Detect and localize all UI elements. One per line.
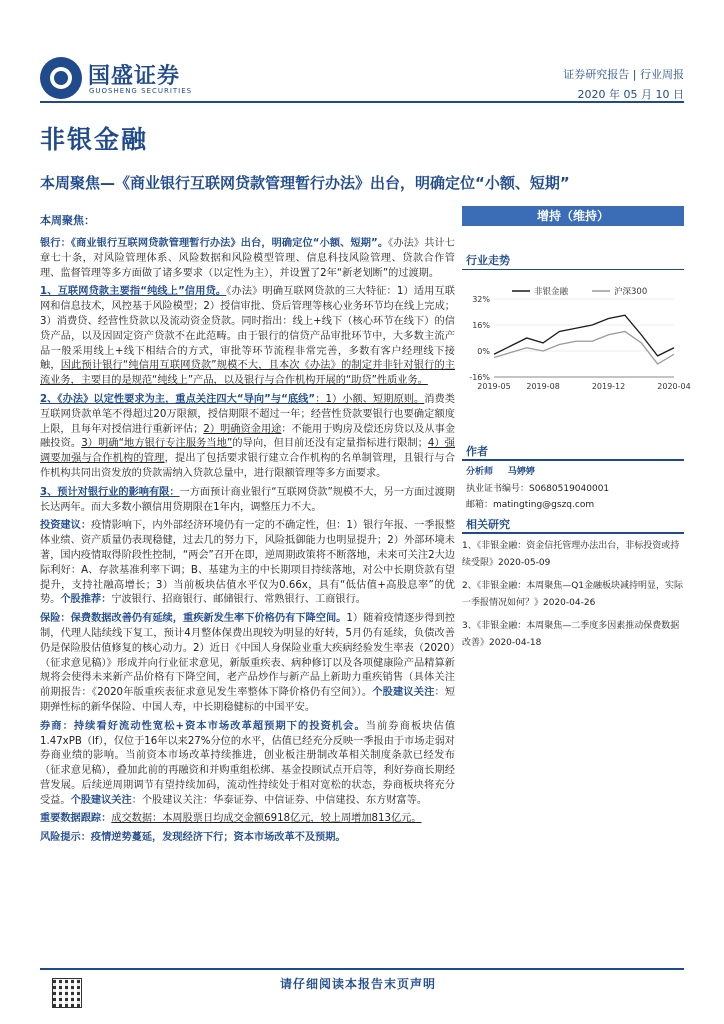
logo-subtext: GUOSHENG SECURITIES <box>89 87 193 95</box>
analyst-email[interactable]: 邮箱：matingting@gszq.com <box>466 500 595 510</box>
paragraph-bank <box>40 237 455 281</box>
trend-divider <box>462 269 684 270</box>
logo-text: 国盛证券 <box>88 64 181 89</box>
para-text: 《办法》共计七章七十条，对风险管理体系、风险数据和风险模型管理、信息科技风险管理、贷款合作管理、监督管理等多方面做了诸多要求（以定性为主），并设置了2年“新老划断”的过渡期。 <box>40 238 455 279</box>
para-lead: 个股建议关注 <box>372 687 435 699</box>
report-date: 2020 年 05 月 10 日 <box>577 88 684 101</box>
industry-trend-chart <box>462 285 691 405</box>
para-lead: 重要数据跟踪： <box>40 813 112 825</box>
company-logo <box>40 57 200 103</box>
para-text: 疫情影响下，内外部经济环境仍有一定的不确定性，但：1）银行年报、一季报整体业绩、资产质量仍表现稳健，过去几的努力下，风险抵御能力也明显提升；2）外部环境未著，国内疫情取得阶段性控制，“两会”召开在即，逆周期政策将不断落地，未来可关注2大边际利好：A、存款基准利率下调；B、基建为主的中长期项目持续落地，对公中长期贷款有望提升，支持社融高增长；3）当前板块估值水平仅为0.66x，具有“低估值+高股息率”的优势。 <box>40 520 456 606</box>
x-tick-label: 2019-05 <box>477 382 511 391</box>
para-text: 消费类互联网贷款单笔不得超过20万限额，授信期限不超过一年；经营性贷款要银行也要确定额度上限，且每年对授信进行重新评估； <box>40 393 455 435</box>
para-text: 的导向，但目前还没有定量指标进行限制； <box>232 438 428 450</box>
x-tick-label: 2020-04 <box>657 382 691 391</box>
related-item[interactable]: 1、《非银金融：资金信托管理办法出台，非标投资或持续受限》2020-05-09 <box>462 541 680 568</box>
para-text: 1）随着疫情逐步得到控制，代理人陆续线下复工，预计4月整体保费出现较为明显的好转，5月仍有延续，负债改善仍是保险股估值修复的核心动力。2）近日《中国人身保险业重大疾病经验发生率表（2020）（征求意见稿）》形成并向行业征求意见，新版重疾表、病种修订以及各项健康险产品精算新规将会使得未来新产品价格有下降空间，老产品炒作与新产品上新助力重疾销售（具体关注前期报告：《2020年版重疾表征求意见发生率整体下降价格仍有空间》）。 <box>40 613 456 699</box>
y-tick-label: 32% <box>472 295 490 304</box>
para-text: ：不能用于购房及偿还房贷以及从事金融投资。 <box>40 423 456 450</box>
para-text: 《办法》明确互联网贷款的三大特征：1）适用互联网和信息技术，风控基于风险模型；2）授信审批、贷后管理等核心业务环节均在线上完成；3）消费贷、经营性贷款以及流动资金贷款。同时指出：线上+线下（核心环节在线下）的信贷产品，以及因固定资产贷款不在此范畴。由于银行的信贷产品审批环节中，大多数主流产品一般采用线上+线下相结合的方式，审批等环节流程非常完善，多数有客户经理线下接触， <box>40 286 455 372</box>
para-lead: 券商：持续看好流动性宽松+资本市场改革超预期下的投资机会。 <box>40 720 366 732</box>
para-underlined: 2）明确资金用途 <box>203 423 282 435</box>
para-lead: 风险提示：疫情逆势蔓延，发现经济下行；资本市场改革不及预期。 <box>40 832 346 844</box>
analyst-license: 执业证书编号：S0680519040001 <box>466 484 610 494</box>
para-lead: 个股建议关注 <box>70 794 132 806</box>
related-item[interactable]: 2、《非银金融：本周聚焦—Q1金融板块减持明显，实际一季报情况如何？》2020-04-26 <box>462 581 684 608</box>
para-text: ：短期弹性标的新华保险、中国人寿，中长期稳健标的中国平安。 <box>40 687 456 713</box>
qr-code-icon <box>52 978 82 1008</box>
y-tick-label: 16% <box>472 321 490 330</box>
paragraph-investment <box>40 519 455 608</box>
legend-label: 沪深300 <box>614 287 648 297</box>
related-title: 相关研究 <box>466 518 510 531</box>
para-text: ：个股建议关注：华泰证券、中信证券、中信建投、东方财富等。 <box>131 794 428 806</box>
series-line-1 <box>494 332 674 365</box>
para-lead: 保险：保费数据改善仍有延续，重疾新发生率下价格仍有下降空间。 <box>40 613 347 625</box>
footer-divider <box>40 968 684 970</box>
y-tick-label: -16% <box>469 373 490 382</box>
para-underlined: 成交数据：本周股票日均成交金额6918亿元，较上周增加813亿元。 <box>111 813 422 825</box>
trend-title: 行业走势 <box>466 254 510 267</box>
legend-label: 非银金融 <box>534 287 569 297</box>
para-lead: 个股推荐： <box>60 594 112 606</box>
main-body <box>40 237 455 850</box>
para-lead: 投资建议： <box>40 520 92 532</box>
related-list <box>462 538 684 658</box>
x-tick-label: 2019-12 <box>591 382 626 391</box>
analyst-divider <box>462 459 684 461</box>
paragraph-point2 <box>40 393 455 482</box>
header-divider <box>40 101 684 103</box>
para-lead: 2、《办法》以定性要求为主，重点关注四大“导向”与“底线” <box>40 393 316 405</box>
y-tick-label: 0% <box>477 347 490 356</box>
section-label: 本周聚焦： <box>40 214 95 227</box>
rating-badge: 增持（维持） <box>462 206 684 226</box>
logo-mark-icon <box>40 57 82 99</box>
analyst-name: 马婷婷 <box>507 467 535 477</box>
para-text: 一方面预计商业银行“互联网贷款”规模不大，另一方面过渡期长达两年。而大多数小额信用贷期限在1年内，调整压力不大。 <box>40 486 455 513</box>
para-lead: 银行：《商业银行互联网贷款管理暂行办法》出台，明确定位“小额、短期”。 <box>40 238 389 249</box>
x-tick-label: 2019-08 <box>526 382 560 391</box>
related-divider <box>462 532 684 534</box>
footer-disclaimer: 请仔细阅读本报告末页声明 <box>280 977 437 991</box>
report-headline: 本周聚焦—《商业银行互联网贷款管理暂行办法》出台，明确定位“小额、短期” <box>40 174 570 192</box>
para-text: ，提出了包括要求银行建立合作机构的名单制管理，且银行与合作机构共同出资发放的贷款需纳入贷款总量中，进行限额管理等多方面要求。 <box>40 453 456 479</box>
para-underlined: 因此预计银行“纯信用互联网贷款”规模不大，且本次《办法》的制定并非针对银行的主流业务，主要目的是规范“纯线上”产品，以及银行与合作机构开展的“助贷”性质业务。 <box>40 360 455 387</box>
paragraph-brokers <box>40 720 455 809</box>
paragraph-insurance <box>40 612 455 716</box>
paragraph-data <box>40 812 455 827</box>
para-text: 当前券商板块估值1.47xPB（lf），仅位于16年以来27%分位的水平，估值已经充分反映一季报由于市场走弱对券商业绩的影响。当前资本市场改革持续推进，创业板注册制改革相关制度条款已经发布（征求意见稿），叠加此前的再融资和并购重组松绑、基金投顾试点开启等，利好券商长期经营发展。后续逆周期调节有望持续加码，流动性持续处于相对宽松的状态，券商板块将充分受益。 <box>40 720 456 806</box>
paragraph-point3 <box>40 486 455 516</box>
analyst-title: 作者 <box>466 445 488 458</box>
report-type: 证券研究报告 | 行业周报 <box>563 68 684 81</box>
para-lead: 1、互联网贷款主要指“纯线上”信用贷。 <box>40 286 227 298</box>
paragraph-risk <box>40 831 455 846</box>
paragraph-point1 <box>40 285 455 389</box>
para-underlined: 3）明确“地方银行专注服务当地” <box>81 438 233 450</box>
para-underlined: 4）强调要加强与合作机构的管理 <box>40 438 455 465</box>
para-lead: 3、预计对银行业的影响有限： <box>40 486 180 498</box>
para-underlined: ：1）小额、短期原则。 <box>315 393 425 405</box>
analyst-info <box>466 464 535 477</box>
related-item[interactable]: 3、《非银金融：本周聚焦—二季度多因素推动保费数据改善》2020-04-18 <box>462 621 680 648</box>
para-text: 宁波银行、招商银行、邮储银行、常熟银行、工商银行。 <box>111 594 366 606</box>
sector-title: 非银金融 <box>40 125 149 154</box>
analyst-role: 分析师 <box>466 467 494 477</box>
